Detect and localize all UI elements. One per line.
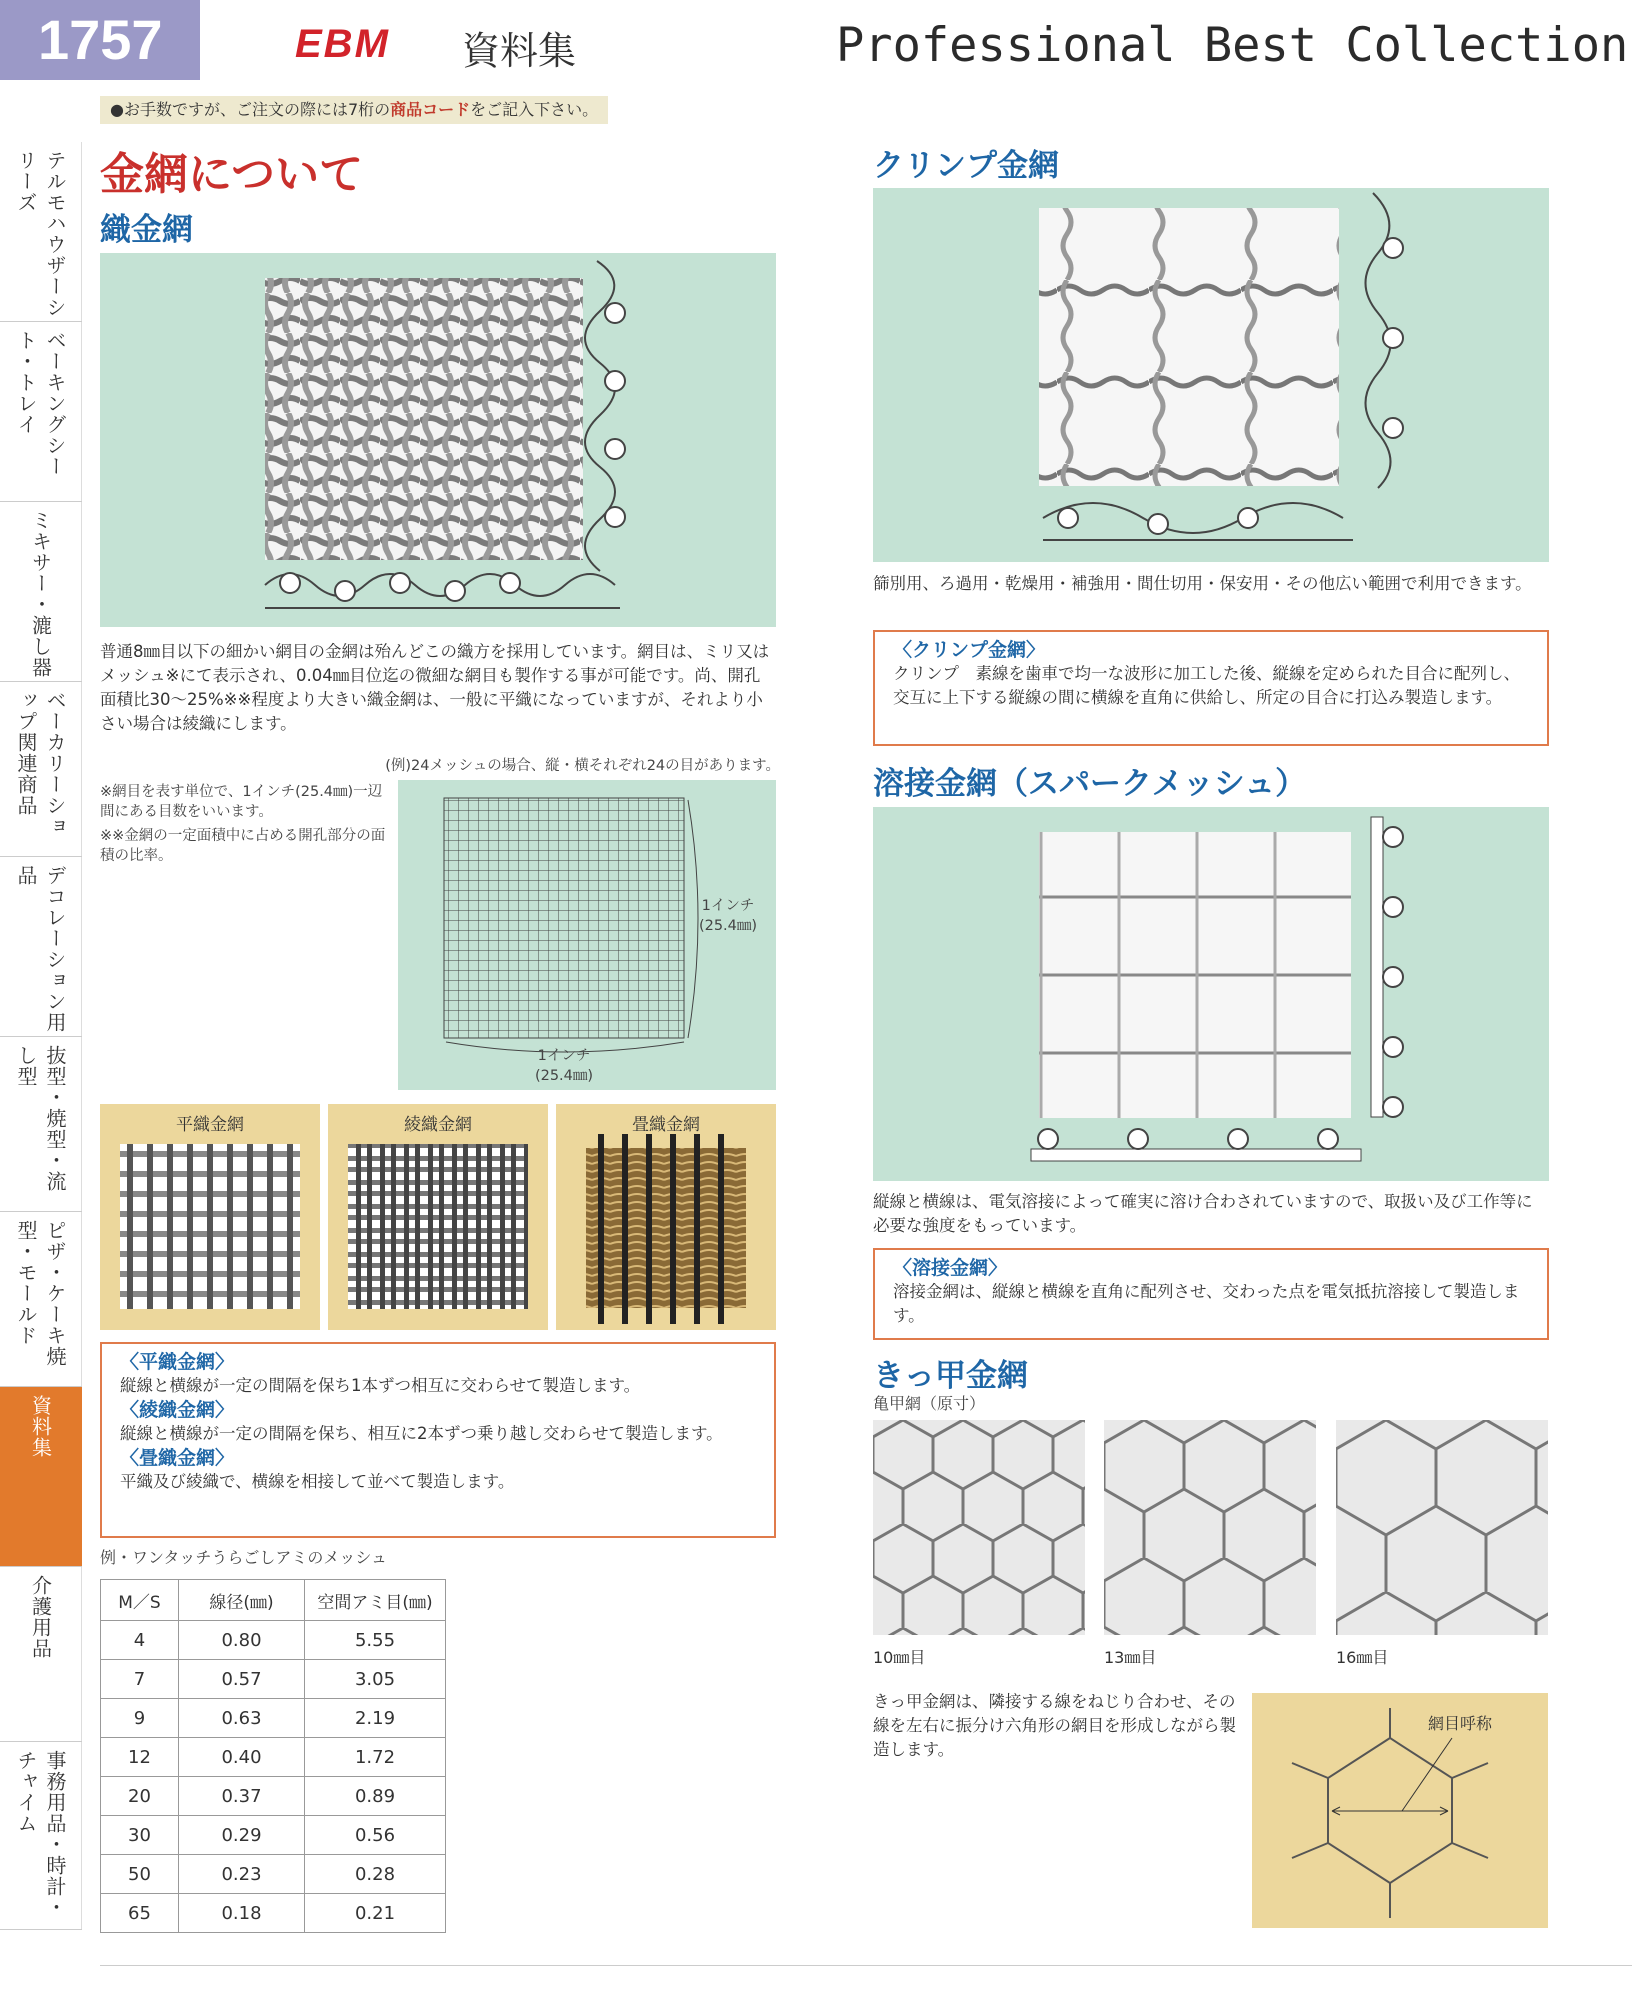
inch-label-right: 1インチ (25.4㎜) [698, 898, 758, 934]
hex-mesh-13mm [1104, 1420, 1316, 1635]
dutch-weave-card: 畳織金網 [556, 1104, 776, 1330]
welded-mesh-illustration [873, 807, 1549, 1181]
mesh-count-diagram [398, 780, 776, 1090]
order-notice: ●お手数ですが、ご注文の際には7桁の商品コードをご記入下さい。 [100, 96, 608, 124]
side-tab-pizza[interactable]: ピザ・ケーキ焼型・モールド [0, 1212, 82, 1387]
inch-label-bottom: 1インチ (25.4㎜) [534, 1048, 594, 1084]
side-tab-reference[interactable]: 資料集 [0, 1387, 82, 1567]
hex-size-16: 16㎜目 [1336, 1648, 1389, 1667]
table-header-row: M／S 線径(㎜) 空間アミ目(㎜) [101, 1580, 446, 1621]
table-row: 30 0.29 0.56 [101, 1816, 446, 1855]
welded-definition-box: 〈溶接金網〉 溶接金網は、縦線と横線を直角に配列させ、交わった点を電気抵抗溶接して製造します。 [873, 1248, 1549, 1340]
welded-mesh-drawing [873, 807, 1549, 1181]
table-row: 9 0.63 2.19 [101, 1699, 446, 1738]
side-tab-bakery[interactable]: ベーカリーショップ関連商品 [0, 682, 82, 857]
table-row: 20 0.37 0.89 [101, 1777, 446, 1816]
header-category: 資料集 [462, 29, 577, 73]
table-row: 4 0.80 5.55 [101, 1621, 446, 1660]
section-title-woven: 織金網 [100, 212, 193, 248]
example-note: (例)24メッシュの場合、縦・横それぞれ24の目があります。 [385, 758, 780, 774]
brand-logo: EBM [295, 22, 390, 66]
crimp-usage: 篩別用、ろ過用・乾燥用・補強用・間仕切用・保安用・その他広い範囲で利用できます。 [873, 574, 1532, 593]
hex-nomenclature-diagram [1252, 1693, 1548, 1928]
hex-size-10: 10㎜目 [873, 1648, 926, 1667]
footnote-mesh: ※網目を表す単位で、1インチ(25.4㎜)一辺間にある目数をいいます。 [100, 784, 383, 820]
table-row: 7 0.57 3.05 [101, 1660, 446, 1699]
side-tab-mixer[interactable]: ミキサー・漉し器 [0, 502, 82, 682]
page-number: 1757 [0, 0, 200, 80]
table-caption: 例・ワンタッチうらごしアミのメッシュ [100, 1548, 388, 1567]
woven-mesh-drawing [100, 253, 776, 627]
woven-description: 普通8㎜目以下の細かい網目の金網は殆んどこの織方を採用しています。網目は、ミリ又はメッシュ※にて表示され、0.04㎜目位迄の微細な網目も製作する事が可能です。尚、開孔面積比30〜25%※※程度より大きい織金網は、一般に平織になっていますが、それより小さい場合は綾織にします。 [100, 642, 770, 733]
woven-mesh-illustration [100, 253, 776, 627]
table-row: 12 0.40 1.72 [101, 1738, 446, 1777]
side-tab-baking-sheet[interactable]: ベーキングシート・トレイ [0, 322, 82, 502]
side-tab-molds[interactable]: 抜型・焼型・流し型 [0, 1037, 82, 1212]
table-row: 50 0.23 0.28 [101, 1855, 446, 1894]
plain-weave-card: 平織金網 [100, 1104, 320, 1330]
side-tab-thermohauser[interactable]: テルモハウザーシリーズ [0, 142, 82, 322]
hex-nomenclature-drawing [1252, 1693, 1548, 1928]
footer-divider [100, 1965, 1632, 1966]
section-title-crimp: クリンプ金網 [873, 148, 1059, 184]
plain-weave-icon [100, 1104, 320, 1330]
hex-description: きっ甲金網は、隣接する線をねじり合わせ、その線を左右に振分け六角形の網目を形成しながら製造します。 [873, 1692, 1236, 1759]
weave-definitions-box: 〈平織金網〉 縦線と横線が一定の間隔を保ち1本ずつ相互に交わらせて製造します。 〈綾織金網〉 縦線と横線が一定の間隔を保ち、相互に2本ずつ乗り越し交わらせて製造します。 〈畳織金網〉 平織及び綾織で、横線を相接して並べて製造します。 [100, 1342, 776, 1538]
welded-description: 縦線と横線は、電気溶接によって確実に溶け合わされていますので、取扱い及び工作等に必要な強度をもっています。 [873, 1192, 1533, 1235]
hex-mesh-10mm [873, 1420, 1085, 1635]
section-title-hex: きっ甲金網 [873, 1358, 1028, 1394]
hex-diagram-label: 網目呼称 [1428, 1714, 1493, 1733]
crimp-mesh-drawing [873, 188, 1549, 562]
side-tab-office[interactable]: 事務用品・時計・チャイム [0, 1742, 82, 1930]
hex-subtitle: 亀甲網（原寸） [873, 1394, 986, 1413]
dutch-weave-icon [556, 1104, 776, 1330]
crimp-definition-box: 〈クリンプ金網〉 クリンプ 素線を歯車で均一な波形に加工した後、縦線を定められた目合に配列し、交互に上下する縦線の間に横線を直角に供給し、所定の目合に打込み製造します。 [873, 630, 1549, 746]
collection-title: Professional Best Collection [836, 18, 1629, 73]
table-row: 65 0.18 0.21 [101, 1894, 446, 1933]
hex-mesh-16mm [1336, 1420, 1548, 1635]
hex-size-13: 13㎜目 [1104, 1648, 1157, 1667]
twill-weave-icon [328, 1104, 548, 1330]
twill-weave-card: 綾織金網 [328, 1104, 548, 1330]
crimp-mesh-illustration [873, 188, 1549, 562]
side-tab-care[interactable]: 介護用品 [0, 1567, 82, 1742]
footnote-open-area: ※※金網の一定面積中に占める開孔部分の面積の比率。 [100, 828, 386, 864]
side-index [0, 142, 82, 1930]
mesh-table [100, 1579, 446, 1933]
section-title-welded: 溶接金網（スパークメッシュ） [873, 766, 1307, 802]
side-tab-decoration[interactable]: デコレーション用品 [0, 857, 82, 1037]
page-title: 金網について [100, 149, 364, 200]
